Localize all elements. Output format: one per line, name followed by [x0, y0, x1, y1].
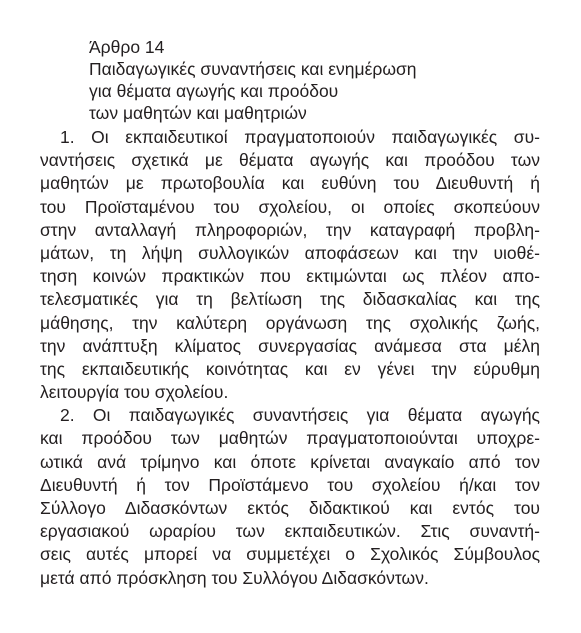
text-line: και προόδου των μαθητών πραγματοποιούνται υποχρε-: [40, 428, 540, 449]
article-title-line: Παιδαγωγικές συναντήσεις και ενημέρωση: [89, 59, 417, 79]
text-line: 1. Οι εκπαιδευτικοί πραγματοποιούν παιδαγωγικές συ-: [60, 127, 540, 147]
text-line: ναντήσεις σχετικά με θέματα αγωγής και προόδου των: [40, 150, 540, 171]
text-line: εργασιακού ωραρίου των εκπαιδευτικών. Στις συναντή-: [40, 521, 540, 542]
article-title-line: των μαθητών και μαθητριών: [89, 103, 307, 123]
text-line: τηση κοινών πρακτικών που εκτιμώνται ως πλέον απο-: [40, 266, 540, 287]
text-line: ωτικά ανά τρίμηνο και όποτε κρίνεται αναγκαίο από τον: [40, 451, 540, 472]
article-heading: [89, 36, 519, 124]
text-line: Διευθυντή ή τον Προϊστάμενο του σχολείου ή/και τον: [40, 474, 540, 495]
article-title-line: για θέματα αγωγής και προόδου: [89, 81, 339, 101]
text-line: Σύλλογο Διδασκόντων εκτός διδακτικού και εντός του: [40, 498, 540, 518]
text-line: μάτων, τη λήψη συλλογικών αποφάσεων και την υιοθέ-: [40, 242, 540, 263]
text-line: λειτουργία του σχολείου.: [40, 382, 229, 403]
paragraph-1: [40, 126, 540, 404]
text-line: του Προϊσταμένου του σχολείου, οι οποίες σκοπεύουν: [40, 196, 540, 217]
text-line: 2. Οι παιδαγωγικές συναντήσεις για θέματα αγωγής: [60, 405, 540, 426]
text-line: μάθησης, την καλύτερη οργάνωση της σχολικής ζωής,: [40, 312, 540, 333]
article-label: Άρθρο 14: [89, 37, 165, 57]
paragraph-2: [40, 404, 540, 590]
text-line: τελεσματικές για τη βελτίωση της διδασκαλίας και της: [40, 289, 540, 310]
text-line: μετά από πρόσκληση του Συλλόγου Διδασκόντων.: [40, 567, 429, 588]
text-line: σεις αυτές μπορεί να συμμετέχει ο Σχολικός Σύμβουλος: [40, 544, 540, 565]
text-line: την ανάπτυξη κλίματος συνεργασίας ανάμεσα στα μέλη: [40, 335, 540, 356]
text-line: της εκπαιδευτικής κοινότητας και εν γένει την εύρυθμη: [40, 358, 540, 379]
text-line: μαθητών με πρωτοβουλία και ευθύνη του Διευθυντή ή: [40, 173, 540, 194]
article-body: [40, 126, 540, 590]
text-line: στην ανταλλαγή πληροφοριών, την καταγραφή προβλη-: [40, 219, 540, 240]
